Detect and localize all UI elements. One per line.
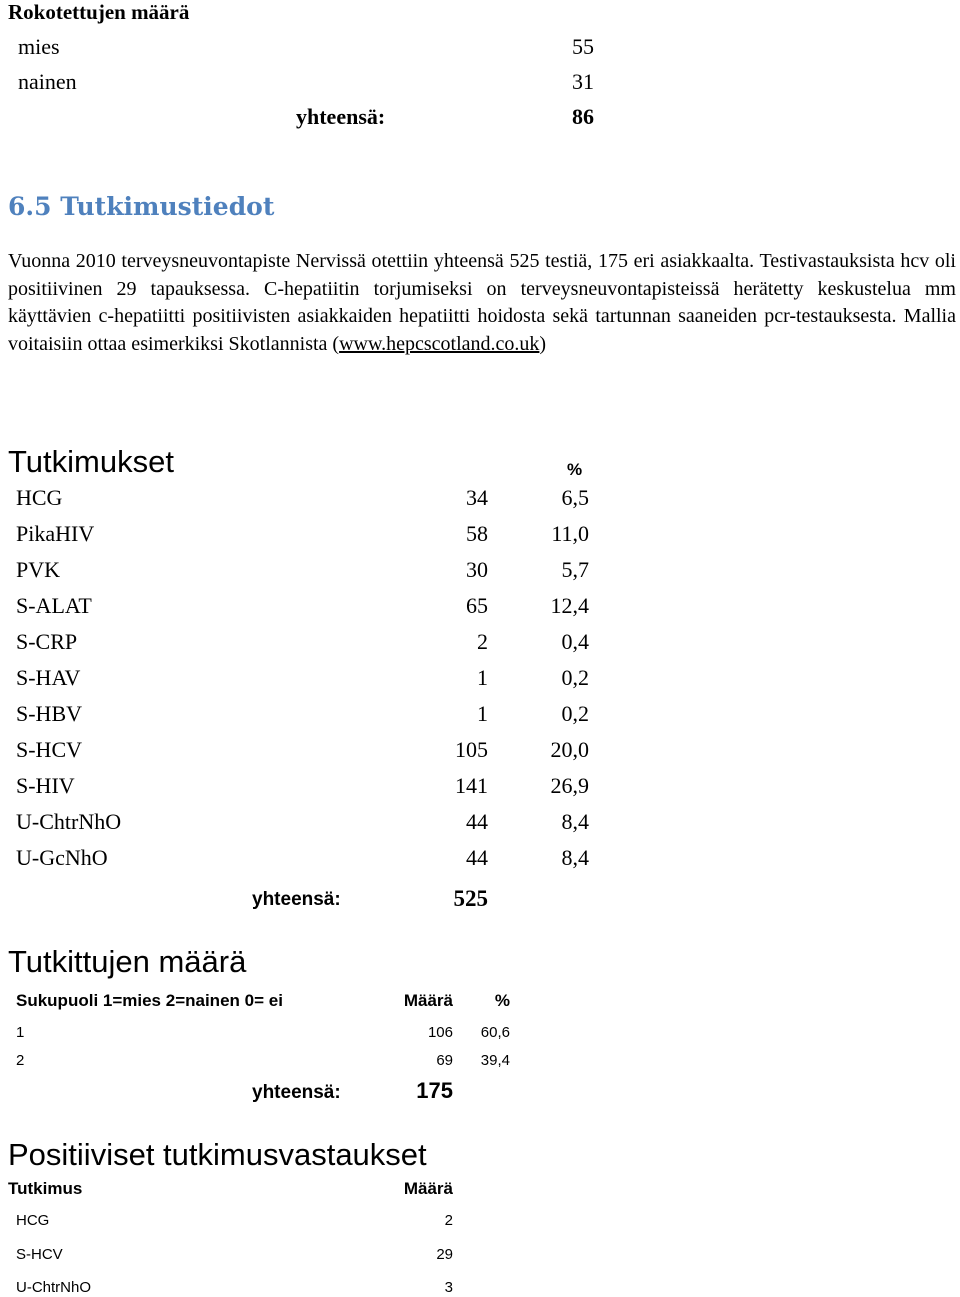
test-name: S-HBV	[16, 701, 83, 726]
vaccinated-title: Rokotettujen määrä	[8, 0, 190, 24]
test-name: S-HCV	[16, 737, 83, 762]
hepcscotland-link[interactable]: www.hepcscotland.co.uk	[339, 332, 540, 355]
tested-count: 106	[427, 1024, 453, 1041]
tests-total-label: yhteensä:	[252, 889, 341, 910]
test-name: U-GcNhO	[16, 845, 108, 870]
vaccinated-value-female: 31	[572, 69, 594, 94]
test-count: 1	[477, 701, 488, 726]
tested-pct: 60,6	[480, 1024, 510, 1041]
test-pct: 0,4	[561, 629, 589, 654]
test-name: HCG	[16, 485, 63, 510]
test-pct: 5,7	[561, 557, 589, 582]
positive-name: HCG	[16, 1212, 50, 1229]
test-pct: 12,4	[550, 593, 589, 618]
test-pct: 8,4	[561, 845, 589, 870]
tested-pct: 39,4	[480, 1052, 510, 1069]
tested-gender: 1	[16, 1024, 25, 1041]
test-name: U-ChtrNhO	[16, 809, 122, 834]
test-name: S-ALAT	[16, 593, 92, 618]
test-count: 34	[466, 485, 488, 510]
test-count: 65	[466, 593, 488, 618]
test-count: 44	[466, 845, 488, 870]
test-pct: 0,2	[561, 701, 589, 726]
section-heading: 6.5 Tutkimustiedot	[8, 192, 275, 221]
tests-title: Tutkimukset	[8, 444, 174, 479]
tested-total-label: yhteensä:	[252, 1082, 341, 1103]
tested-gender: 2	[16, 1052, 25, 1069]
positive-header-test: Tutkimus	[8, 1179, 83, 1198]
test-count: 105	[455, 737, 488, 762]
test-name: S-HAV	[16, 665, 81, 690]
test-pct: 11,0	[551, 521, 589, 546]
tests-pct-header: %	[567, 460, 583, 479]
test-name: S-CRP	[16, 629, 78, 654]
test-name: PikaHIV	[16, 521, 95, 546]
test-count: 2	[477, 629, 488, 654]
test-name: PVK	[16, 557, 61, 582]
test-count: 141	[455, 773, 488, 798]
test-pct: 20,0	[550, 737, 589, 762]
test-pct: 8,4	[561, 809, 589, 834]
test-count: 44	[466, 809, 488, 834]
tested-header-pct: %	[494, 991, 510, 1010]
vaccinated-label-male: mies	[18, 34, 60, 59]
test-count: 30	[466, 557, 488, 582]
positive-count: 29	[436, 1246, 453, 1263]
vaccinated-total-label: yhteensä:	[296, 104, 386, 129]
tested-title: Tutkittujen määrä	[8, 944, 247, 979]
positive-count: 2	[444, 1212, 453, 1229]
test-count: 58	[466, 521, 488, 546]
tested-count: 69	[436, 1052, 453, 1069]
positive-name: U-ChtrNhO	[16, 1279, 92, 1296]
tested-total-value: 175	[416, 1078, 453, 1103]
tests-total-value: 525	[453, 886, 488, 911]
test-pct: 6,5	[561, 485, 589, 510]
paragraph-text-end: )	[539, 332, 547, 355]
positive-count: 3	[444, 1279, 453, 1296]
paragraph-text: Vuonna 2010 terveysneuvontapiste Nervissä otettiin yhteensä 525 testiä, 175 eri asiakkaalta. Testivastauksista hcv oli positiivinen 29 tapauksessa. C-hepatiitin torjumiseksi on terveysneuvontapisteissä herätetty keskustelua mm käyttävien c-hepatiitti positiivisten asiakkaiden hepatiitti hoidosta sekä tartunnan saaneiden pcr-testauksesta. Mallia voitaisiin ottaa esimerkiksi Skotlannista (	[8, 250, 956, 355]
positive-title: Positiiviset tutkimusvastaukset	[8, 1137, 427, 1172]
vaccinated-value-male: 55	[572, 34, 594, 59]
positive-header-count: Määrä	[403, 1179, 453, 1198]
positive-name: S-HCV	[16, 1246, 63, 1263]
test-count: 1	[477, 665, 488, 690]
tested-header-gender: Sukupuoli 1=mies 2=nainen 0= ei	[16, 991, 283, 1010]
tested-header-count: Määrä	[403, 991, 453, 1010]
test-pct: 26,9	[550, 773, 589, 798]
test-pct: 0,2	[561, 665, 589, 690]
section-paragraph	[8, 248, 956, 358]
vaccinated-label-female: nainen	[18, 69, 77, 94]
vaccinated-total-value: 86	[572, 104, 594, 129]
test-name: S-HIV	[16, 773, 75, 798]
